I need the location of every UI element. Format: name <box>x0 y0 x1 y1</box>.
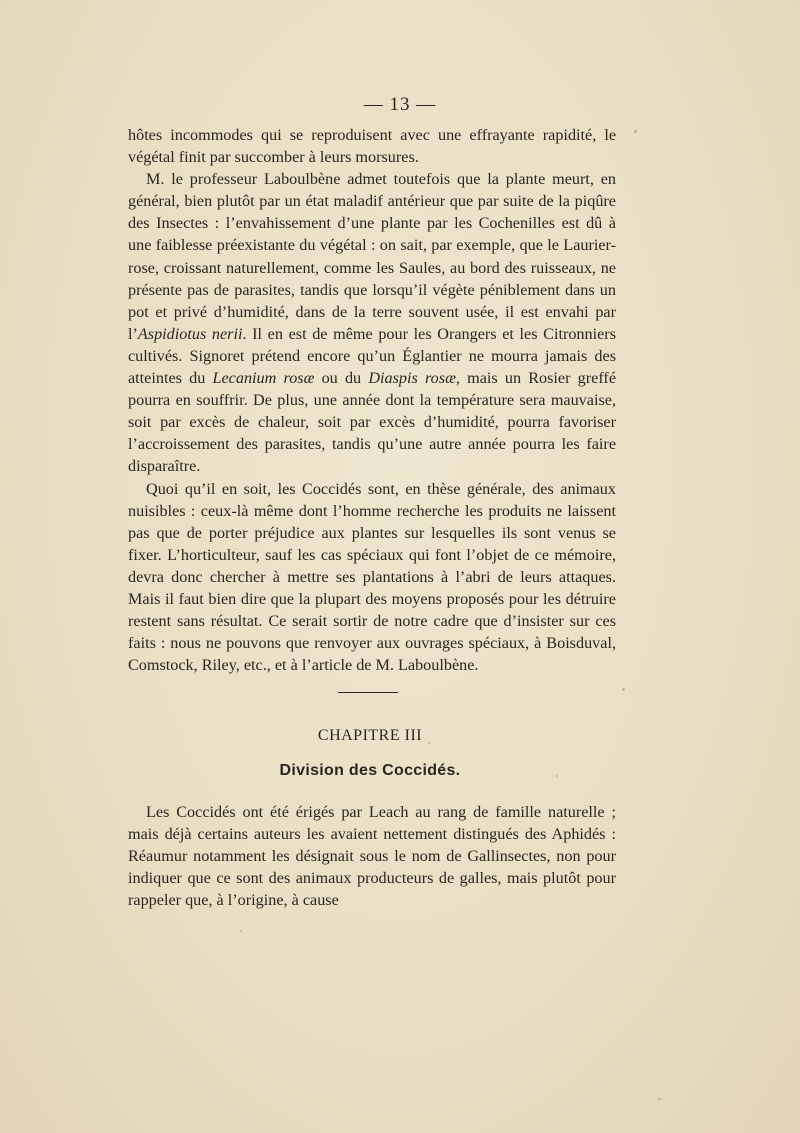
paragraph-laboulbene <box>128 168 616 477</box>
paragraph-coccides-nuisibles: Quoi qu’il en soit, les Coccidés sont, en thèse générale, des animaux nuisibles : ceux-là même dont l’homme recherche les produits ne laissent pas que de porter préjudice aux plantes sur lesquelles ils sont venus se fixer. L’horticulteur, sauf les cas spéciaux qui font l’objet de ce mémoire, devra donc chercher à mettre ses plantations à l’abri de leurs attaques. Mais il faut bien dire que la plupart des moyens proposés pour les détruire restent sans résultat. Ce serait sortir de notre cadre que d’insister sur ces faits : nous ne pouvons que renvoyer aux ouvrages spéciaux, à Boisduval, Comstock, Riley, etc., et à l’article de M. Laboulbène. <box>128 479 616 675</box>
page-number: — 13 — <box>363 94 437 115</box>
text-run: , mais un Rosier greffé pourra en souffrir. De plus, une année dont la température sera mauvaise, soit par excès de chaleur, soit par excès d’humidité, pourra favoriser l’accroissement des parasites, tandis qu’une autre année pourra les faire disparaître. <box>128 369 617 476</box>
species-name-diaspis: Diaspis rosæ <box>368 369 456 388</box>
paper-speck <box>622 688 625 691</box>
text-run: M. le professeur Laboulbène admet toutefois que la plante meurt, en général, bien plutôt par un état maladif antérieur que par suite de la piqûre des Insectes : l’envahissement d’une plante par les Cochenilles est dû à une faiblesse préexistante du végétal : on sait, par exemple, que le Laurier-rose, croissant naturellement, comme les Saules, au bord des ruisseaux, ne présente pas de parasites, tandis que lorsqu’il végète péniblement dans un pot et privé d’humidité, dans de la terre souvent usée, il est envahi par l’ <box>128 170 616 343</box>
paper-speck <box>556 775 558 777</box>
paragraph-continuation: hôtes incommodes qui se reproduisent avec une effrayante rapidité, le végétal finit par succomber à leurs morsures. <box>128 126 616 167</box>
text-run: ou du <box>314 369 369 388</box>
species-name-lecanium: Lecanium rosæ <box>212 369 315 388</box>
paper-speck <box>240 930 242 932</box>
chapter-title: Division des Coccidés. <box>279 762 461 779</box>
text-run: . Il en est de même pour les Orangers et les Citronniers cultivés. Signoret prétend encore qu’un Églantier ne mourra jamais des atteintes du <box>128 324 616 388</box>
section-divider <box>338 692 398 693</box>
paper-speck <box>428 742 430 744</box>
paper-speck <box>658 1098 661 1100</box>
body-text-top <box>128 124 616 676</box>
chapter-heading: CHAPITRE III <box>317 727 423 744</box>
body-text-bottom <box>128 801 616 911</box>
species-name-aspidiotus: Aspidiotus nerii <box>137 324 243 343</box>
paper-speck <box>634 130 637 133</box>
paragraph-leach: Les Coccidés ont été érigés par Leach au rang de famille naturelle ; mais déjà certains auteurs les avaient nettement distingués des Aphidés : Réaumur notamment les désignait sous le nom de Gallinsectes, non pour indiquer que ce sont des animaux producteurs de galles, mais plutôt pour rappeler que, à l’origine, à cause <box>128 803 616 910</box>
